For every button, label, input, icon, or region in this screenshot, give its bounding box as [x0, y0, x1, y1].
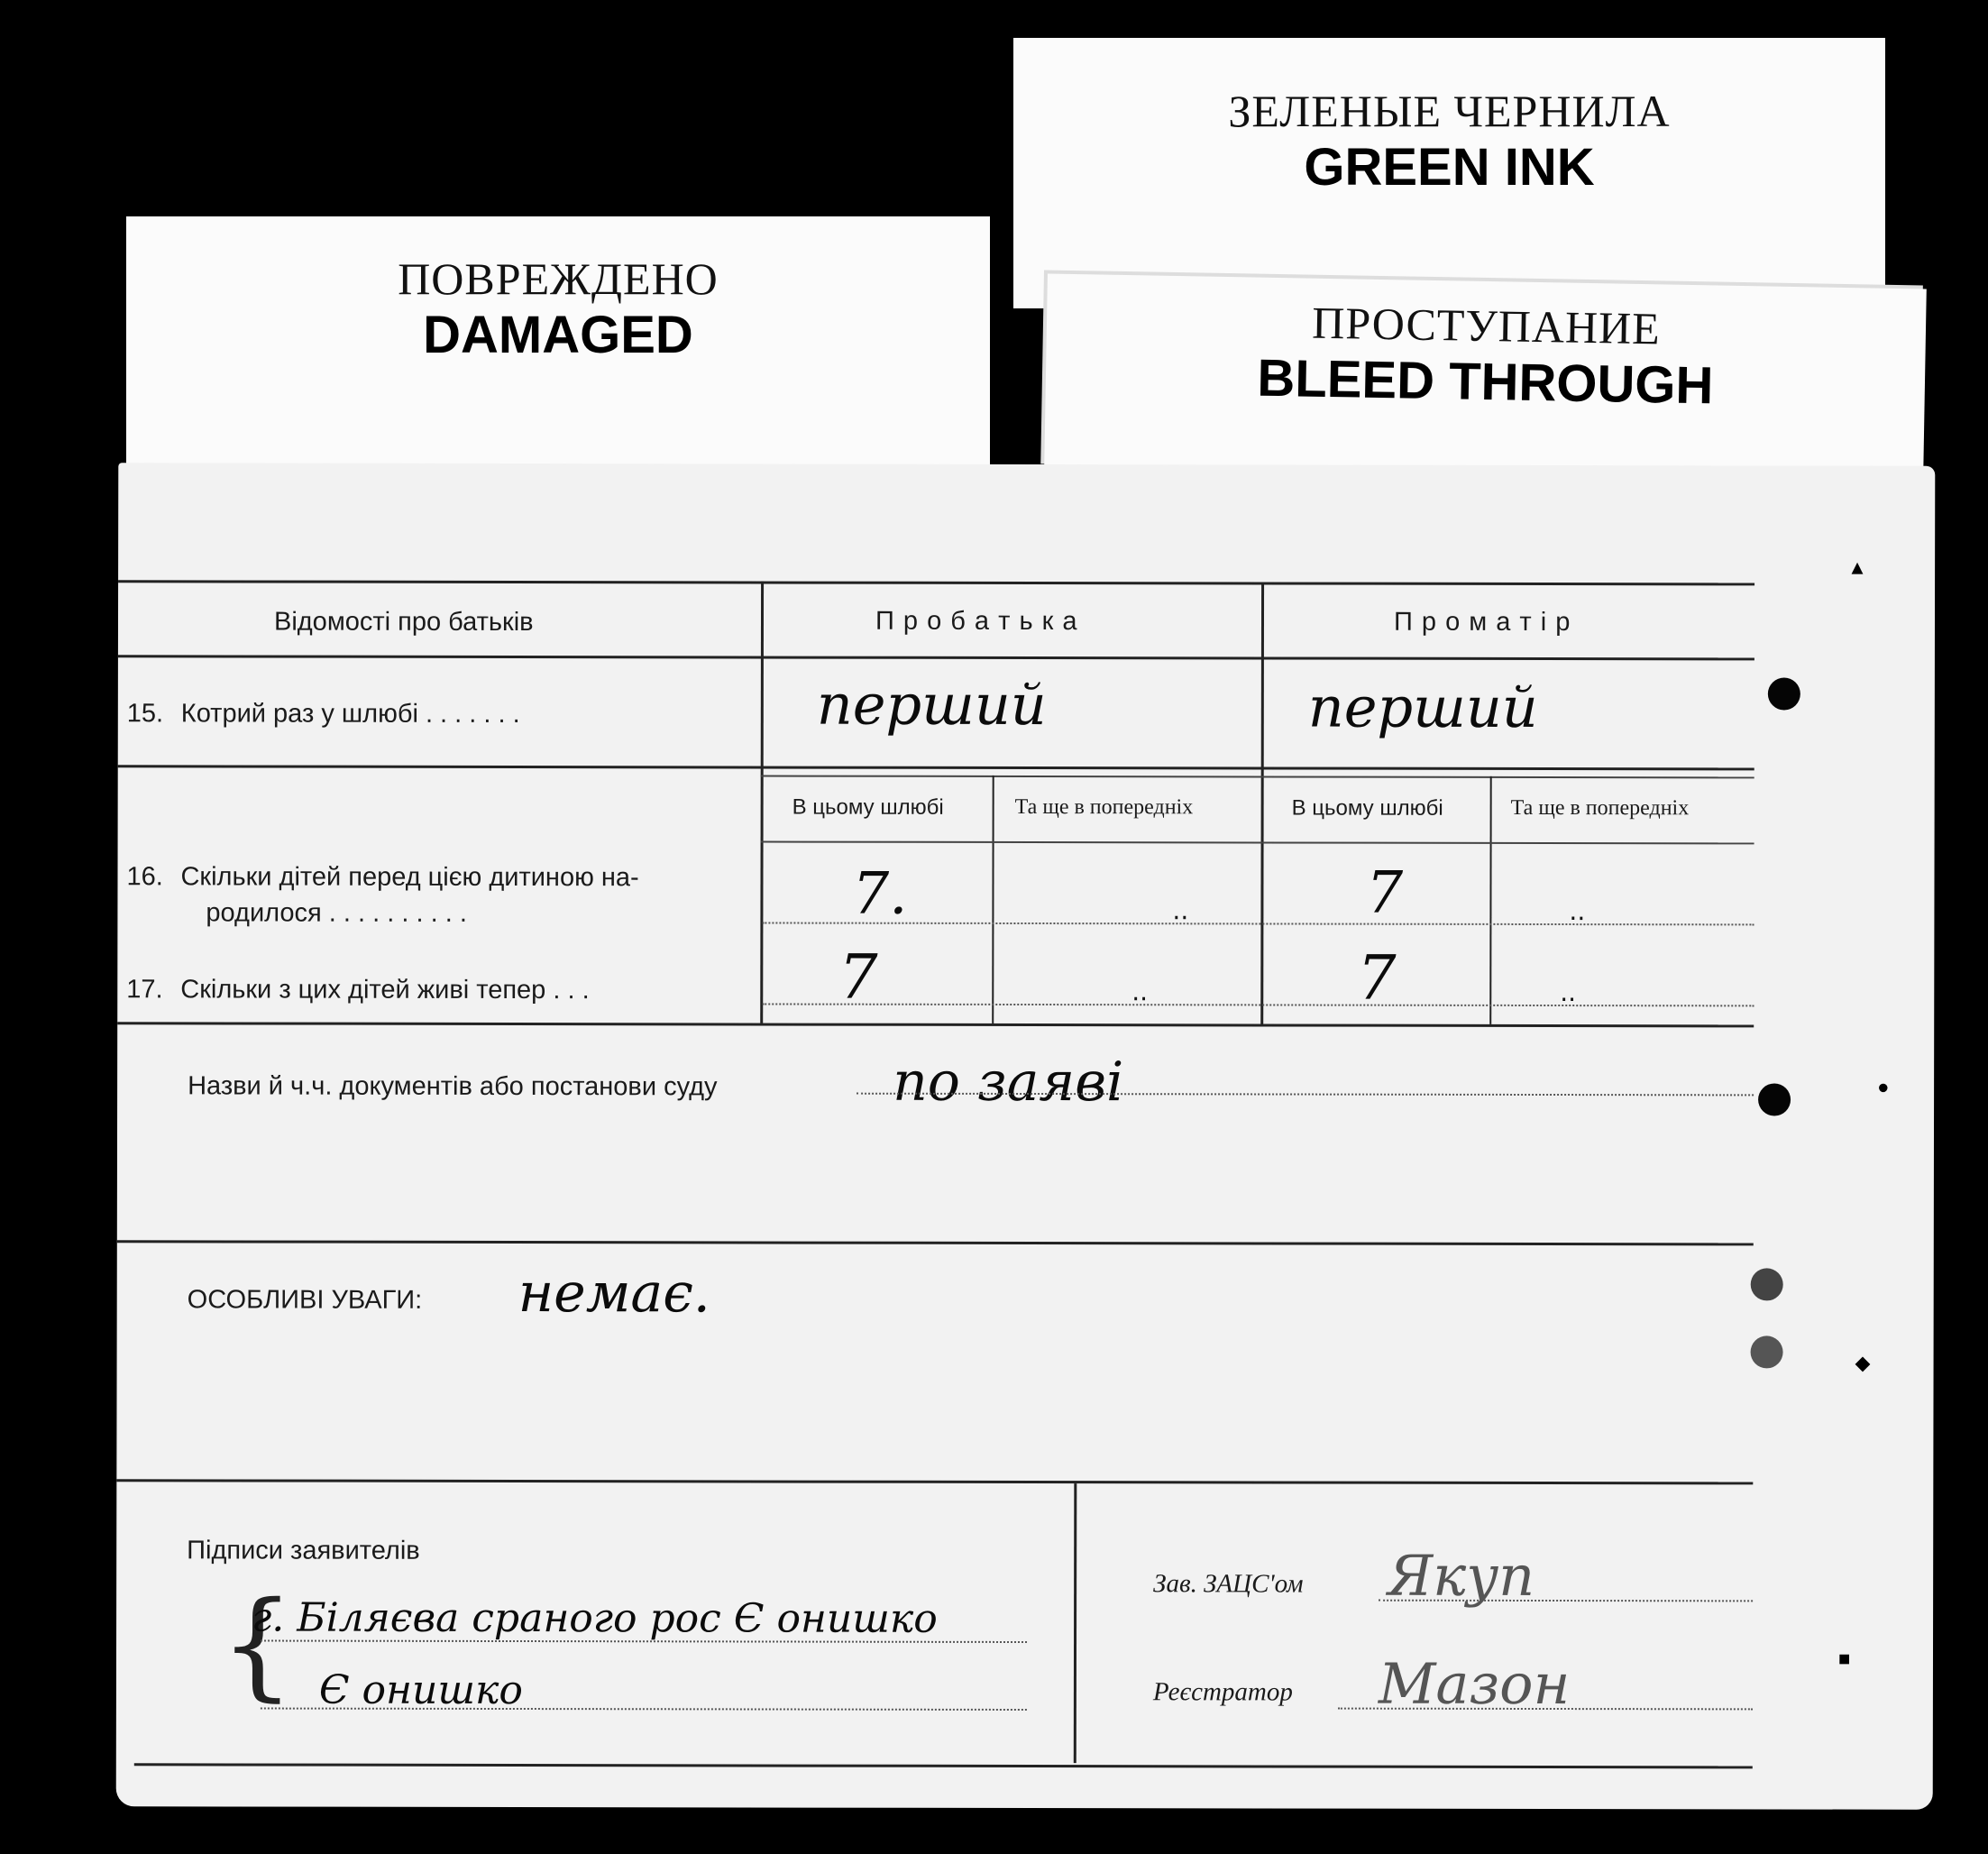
header-parents-info: Відомості про батьків	[273, 607, 534, 638]
head-label: Зав. ЗАЦС'ом	[1153, 1569, 1304, 1599]
row17-number: 17.	[126, 975, 163, 1005]
documents-label: Назви й ч.ч. документів або постанови суду	[188, 1071, 718, 1102]
row16-mother-prev: ..	[1569, 896, 1586, 927]
head-signature: Якуп	[1388, 1542, 1535, 1609]
father-column-divider	[760, 581, 764, 1023]
row17-father-this: 7	[838, 941, 878, 1014]
applicant-signature-1: г. Біляєва сраного рос Є онишко	[252, 1594, 938, 1642]
subheader-mother-previous: Та ще в попередніх	[1510, 795, 1690, 821]
margin-mark: ▲	[1847, 555, 1867, 579]
green-ink-flag-ru: ЗЕЛЕНЫЕ ЧЕРНИЛА	[1228, 86, 1671, 136]
row17-mother-this: 7	[1357, 942, 1397, 1014]
signature-divider	[1074, 1483, 1077, 1763]
row16-label-line2: родилося . . . . . . . . . .	[206, 898, 467, 928]
punch-hole	[1758, 1083, 1791, 1115]
row15-rule	[118, 765, 1754, 770]
row16-mother-this: 7	[1366, 859, 1404, 927]
green-ink-flag-en: GREEN INK	[1304, 138, 1595, 197]
remarks-value: немає.	[518, 1262, 710, 1326]
registrar-signature: Мазон	[1378, 1650, 1571, 1718]
table-bottom-rule	[117, 1022, 1754, 1027]
header-rule	[118, 655, 1754, 660]
damaged-flag	[126, 216, 990, 478]
row15-label: Котрий раз у шлюбі . . . . . . .	[180, 699, 520, 730]
margin-mark: ●	[1877, 1075, 1890, 1098]
mother-subcolumn-divider	[1489, 776, 1491, 1024]
remarks-label: ОСОБЛИВІ УВАГИ:	[187, 1285, 423, 1315]
applicant-signature-2: Є онишко	[318, 1666, 523, 1714]
row16-father-this: 7.	[852, 860, 908, 928]
header-about-mother: П р о м а т і р	[1393, 607, 1571, 638]
row17-label: Скільки з цих дітей живі тепер . . .	[180, 975, 590, 1005]
documents-bottom-rule	[117, 1240, 1754, 1245]
registrar-label: Реєстратор	[1152, 1677, 1293, 1707]
row16-number: 16.	[126, 862, 163, 892]
top-rule	[118, 580, 1754, 585]
subheader-bottom-rule	[761, 840, 1754, 844]
row16-label-line1: Скільки дітей перед цією дитиною на-	[180, 862, 639, 893]
row17-father-prev: ..	[1131, 977, 1149, 1007]
row15-father-value: перший	[816, 671, 1047, 739]
green-ink-flag	[1013, 38, 1885, 308]
card-bottom-rule	[134, 1763, 1753, 1768]
row15-number: 15.	[126, 699, 164, 729]
row16-father-prev: ..	[1172, 895, 1189, 926]
subheader-father-this: В цьому шлюбі	[792, 794, 944, 820]
documents-value: по заяві	[893, 1050, 1124, 1115]
row16-dotted-line	[762, 922, 1754, 925]
applicants-label: Підписи заявителів	[187, 1536, 420, 1565]
margin-mark: ■	[1837, 1647, 1851, 1670]
subheader-top-rule	[761, 775, 1754, 778]
bleed-through-flag	[1044, 274, 1927, 483]
margin-mark: ◆	[1855, 1351, 1871, 1374]
applicant-line-1	[261, 1640, 1027, 1643]
mother-column-divider	[1260, 582, 1264, 1023]
subheader-mother-this: В цьому шлюбі	[1291, 795, 1443, 821]
bleed-through-flag-ru: ПРОСТУПАНИЕ	[1311, 297, 1662, 354]
remarks-bottom-rule	[116, 1479, 1753, 1484]
row15-mother-value: перший	[1307, 674, 1538, 740]
damaged-flag-en: DAMAGED	[423, 306, 693, 364]
punch-hole	[1751, 1335, 1783, 1368]
punch-hole	[1768, 677, 1800, 710]
applicants-brace: {	[219, 1575, 295, 1713]
row17-dotted-line	[762, 1003, 1754, 1006]
damaged-flag-ru: ПОВРЕЖДЕНО	[398, 253, 719, 304]
punch-hole	[1751, 1268, 1783, 1300]
registration-card	[116, 463, 1936, 1810]
father-subcolumn-divider	[992, 776, 994, 1023]
subheader-father-previous: Та ще в попередніх	[1014, 794, 1194, 820]
header-about-father: П р о б а т ь к а	[875, 606, 1078, 637]
bleed-through-flag-en: BLEED THROUGH	[1256, 348, 1714, 416]
row17-mother-prev: ..	[1560, 977, 1577, 1008]
